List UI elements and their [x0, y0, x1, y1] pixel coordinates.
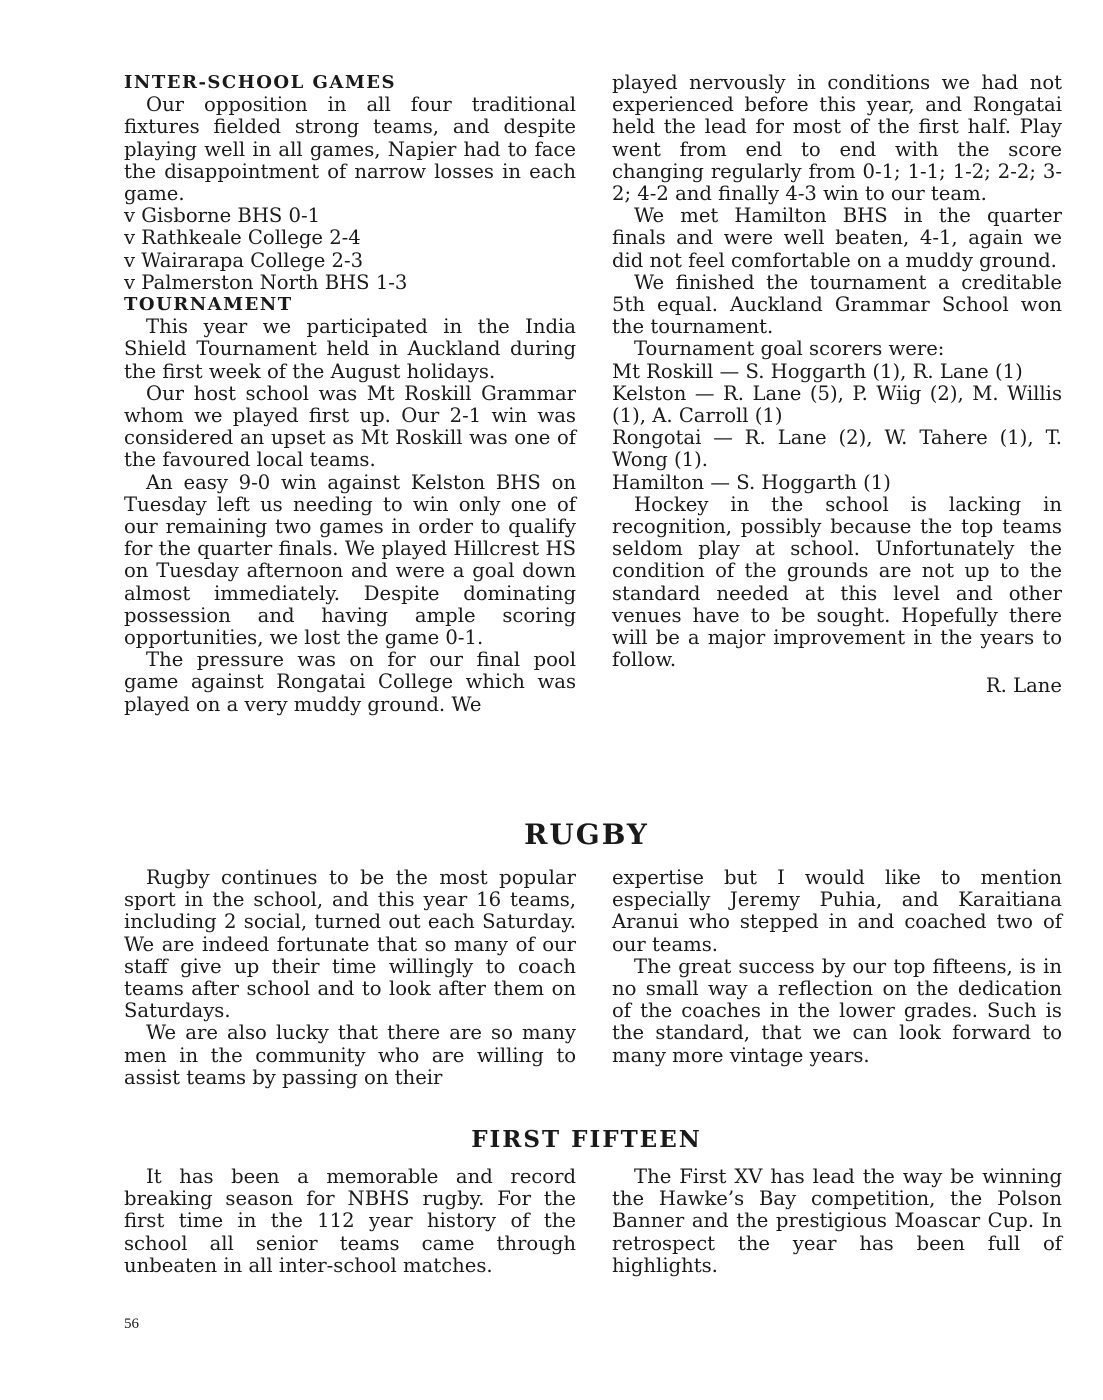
paragraph: Rongotai — R. Lane (2), W. Tahere (1), T. Wong (1).	[612, 426, 1062, 472]
paragraph: We met Hamilton BHS in the quarter finals and were well beaten, 4-1, again we did not feel comfortable on a muddy ground.	[612, 204, 1062, 272]
hockey-right-column	[612, 72, 1062, 698]
paragraph: Our opposition in all four traditional fixtures fielded strong teams, and despite playing well in all games, Napier had to face the disappointment of narrow losses in each game.	[124, 93, 576, 206]
paragraph: The First XV has lead the way be winning the Hawke’s Bay competition, the Polson Banner and the prestigious Moascar Cup. In retrospect the year has been full of highlights.	[612, 1165, 1062, 1277]
section-heading: INTER-SCHOOL GAMES	[124, 72, 397, 93]
first-fifteen-left-column	[124, 1166, 576, 1277]
rugby-section-title: RUGBY	[524, 818, 649, 851]
paragraph: Kelston — R. Lane (5), P. Wiig (2), M. Willis (1), A. Carroll (1)	[612, 381, 1062, 428]
paragraph: The pressure was on for our final pool game against Rongatai College which was played on a very muddy ground. We	[124, 648, 576, 716]
paragraph: expertise but I would like to mention especially Jeremy Puhia, and Karaitiana Aranui who stepped in and coached two of our teams.	[612, 866, 1062, 956]
rugby-left-column	[124, 867, 576, 1089]
paragraph: Hamilton — S. Hoggarth (1)	[612, 470, 891, 494]
paragraph: v Rathkeale College 2-4	[124, 226, 361, 250]
paragraph: Rugby continues to be the most popular sport in the school, and this year 16 teams, including 2 social, turned out each Saturday. We are indeed fortunate that so many of our staff give up their time willingly to coach teams after school and to look after them on Saturdays.	[124, 866, 576, 1023]
section-heading: TOURNAMENT	[124, 294, 293, 316]
paragraph: v Palmerston North BHS 1-3	[124, 270, 408, 294]
paragraph: Hockey in the school is lacking in recognition, possibly because the top teams seldom play at school. Unfortunately the condition of the grounds are not up to the standard needed at this level and other venues have to be sought. Hopefully there will be a major improvement in the years to follow.	[612, 492, 1062, 672]
first-fifteen-section-title: FIRST FIFTEEN	[471, 1126, 702, 1153]
paragraph: v Gisborne BHS 0-1	[124, 204, 321, 228]
paragraph: The great success by our top fifteens, is in no small way a reflection on the dedication of the coaches in the lower grades. Such is the standard, that we can look forward to many more vintage years.	[612, 954, 1062, 1067]
paragraph: An easy 9-0 win against Kelston BHS on Tuesday left us needing to win only one of our remaining two games in order to qualify for the quarter finals. We played Hillcrest HS on Tuesday afternoon and were a goal down almost immediately. Despite dominating possession and having ample scoring opportunities, we lost the game 0-1.	[124, 470, 576, 650]
paragraph: It has been a memorable and record breaking season for NBHS rugby. For the first time in the 112 year history of the school all senior teams came through unbeaten in all inter-school matches.	[124, 1165, 576, 1277]
paragraph: Mt Roskill — S. Hoggarth (1), R. Lane (1)	[612, 359, 1023, 383]
paragraph: played nervously in conditions we had not experienced before this year, and Rongatai held the lead for most of the first half. Play went from end to end with the score changing regularly from 0-1; 1-1; 1-2; 2-2; 3-2; 4-2 and finally 4-3 win to our team.	[612, 71, 1062, 206]
hockey-left-column	[124, 72, 576, 716]
paragraph: Tournament goal scorers were:	[634, 337, 945, 361]
rugby-right-column	[612, 867, 1062, 1067]
paragraph: Our host school was Mt Roskill Grammar whom we played first up. Our 2-1 win was considered an upset as Mt Roskill was one of the favoured local teams.	[124, 381, 576, 472]
page-number: 56	[124, 1316, 139, 1332]
first-fifteen-right-column	[612, 1166, 1062, 1277]
paragraph: This year we participated in the India Shield Tournament held in Auckland during the first week of the August holidays.	[124, 315, 576, 383]
paragraph: We finished the tournament a creditable 5th equal. Auckland Grammar School won the tournament.	[612, 270, 1062, 339]
author-signature: R. Lane	[985, 674, 1062, 698]
paragraph: v Wairarapa College 2-3	[124, 248, 364, 272]
paragraph: We are also lucky that there are so many men in the community who are willing to assist teams by passing on their	[124, 1021, 576, 1089]
